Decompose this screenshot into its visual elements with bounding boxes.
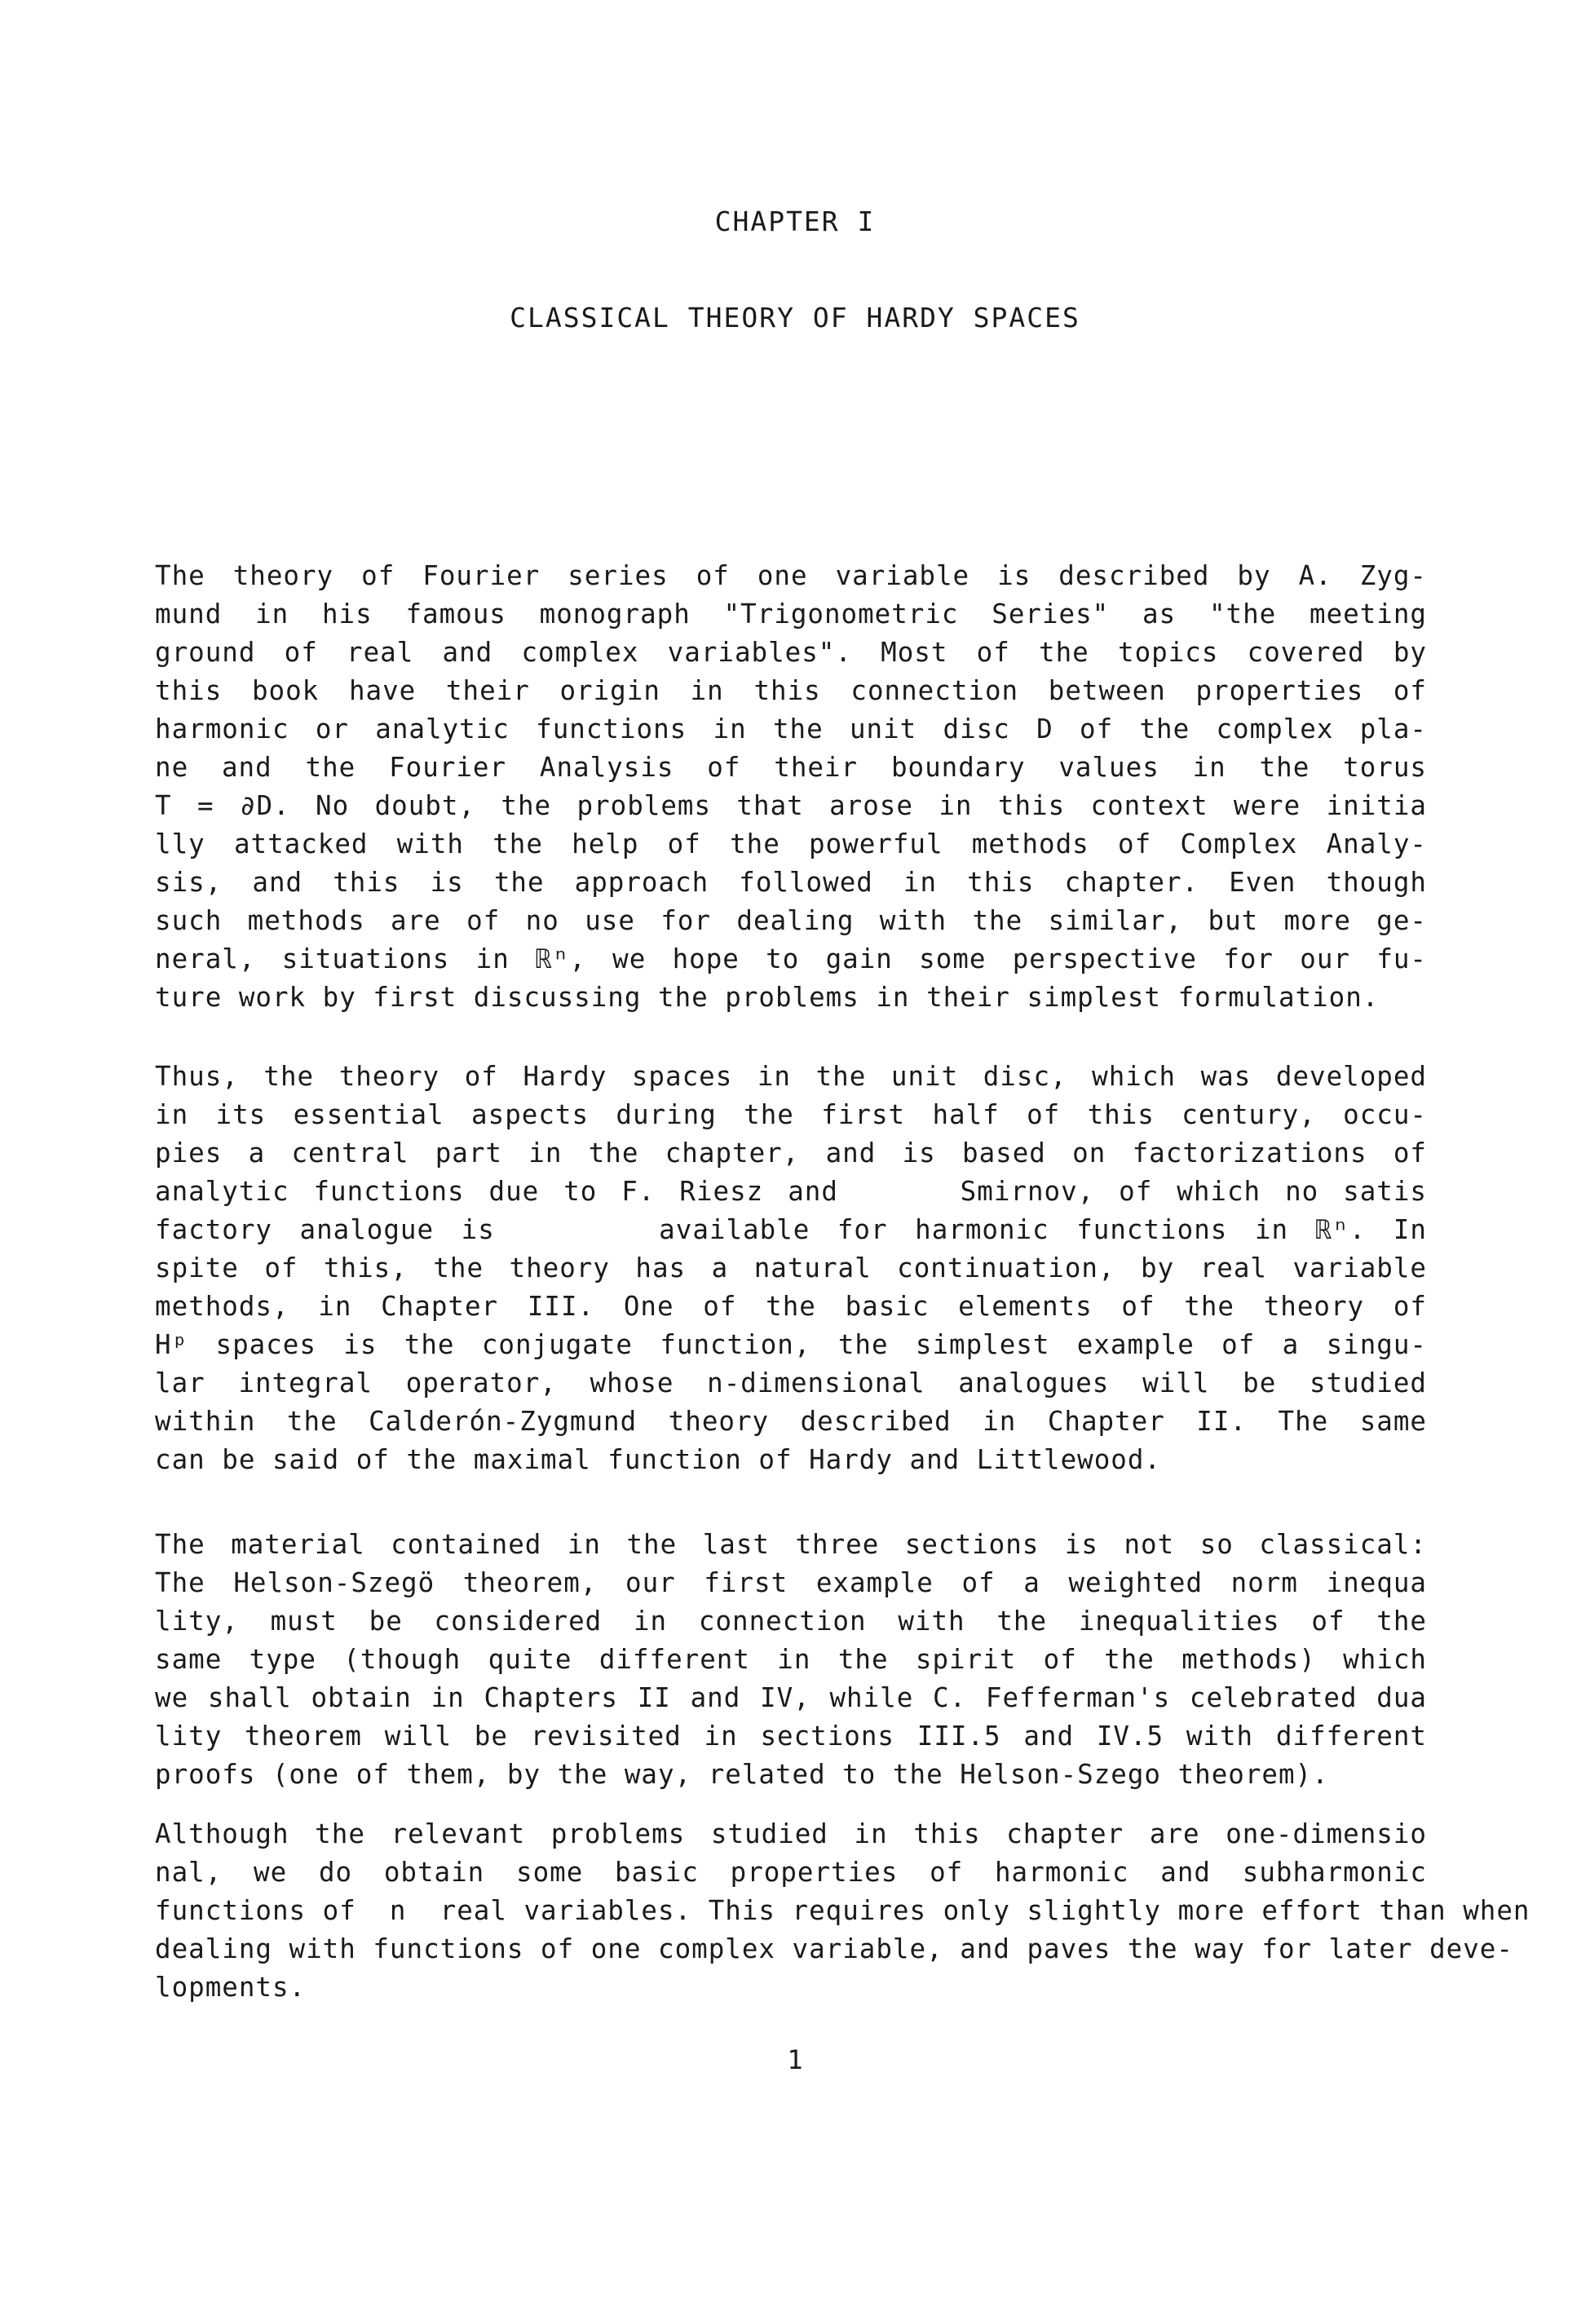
text-line: dealing with functions of one complex variable, and paves the way for later deve- [155, 1933, 1513, 1964]
paragraph-2 [155, 1058, 1427, 1479]
text-line: lity, must be considered in connection with the inequalities of the [155, 1606, 1427, 1637]
text-line: lly attacked with the help of the powerful methods of Complex Analy- [155, 828, 1427, 859]
text-line: functions of n real variables. This requires only slightly more effort than when [155, 1895, 1530, 1926]
paragraph-4 [155, 1815, 1530, 2007]
text-line: in its essential aspects during the first half of this century, occu- [155, 1099, 1427, 1130]
text-line: Although the relevant problems studied in this chapter are one-dimensio [155, 1818, 1427, 1849]
text-line: harmonic or analytic functions in the unit disc D of the complex pla- [155, 714, 1427, 744]
text-line: lity theorem will be revisited in sections III.5 and IV.5 with different [155, 1721, 1427, 1752]
text-line: factory analogue is available for harmonic functions in ℝⁿ. In [155, 1214, 1427, 1245]
page-number: 1 [787, 2044, 803, 2075]
text-line: methods, in Chapter III. One of the basic elements of the theory of [155, 1291, 1427, 1322]
text-line: spite of this, the theory has a natural continuation, by real variable [155, 1253, 1427, 1284]
text-line: lar integral operator, whose n-dimensional analogues will be studied [155, 1367, 1427, 1398]
text-line: analytic functions due to F. Riesz and Smirnov, of which no satis [155, 1176, 1427, 1207]
text-line: sis, and this is the approach followed in this chapter. Even though [155, 867, 1427, 898]
text-line: same type (though quite different in the spirit of the methods) which [155, 1644, 1427, 1675]
text-line: mund in his famous monograph "Trigonometric Series" as "the meeting [155, 599, 1427, 630]
text-line: proofs (one of them, by the way, related to the Helson-Szego theorem). [155, 1759, 1329, 1790]
text-line: we shall obtain in Chapters II and IV, while C. Fefferman's celebrated dua [155, 1682, 1427, 1713]
text-line: ture work by first discussing the problems in their simplest formulation. [155, 982, 1380, 1013]
text-line: neral, situations in ℝⁿ, we hope to gain some perspective for our fu- [155, 943, 1427, 974]
text-line: The theory of Fourier series of one variable is described by A. Zyg- [155, 560, 1427, 591]
text-line: Hᵖ spaces is the conjugate function, the simplest example of a singu- [155, 1329, 1427, 1360]
paragraph-1 [155, 557, 1427, 1017]
chapter-label: CHAPTER I [714, 205, 876, 237]
text-line: ground of real and complex variables". Most of the topics covered by [155, 637, 1427, 668]
text-line: ne and the Fourier Analysis of their boundary values in the torus [155, 752, 1427, 783]
text-line: T = ∂D. No doubt, the problems that arose in this context were initia [155, 790, 1427, 821]
text-line: can be said of the maximal function of Hardy and Littlewood. [155, 1444, 1161, 1475]
text-line: The Helson-Szegö theorem, our first example of a weighted norm inequa [155, 1567, 1427, 1598]
text-line: Thus, the theory of Hardy spaces in the unit disc, which was developed [155, 1061, 1427, 1092]
text-line: nal, we do obtain some basic properties of harmonic and subharmonic [155, 1857, 1427, 1888]
text-line: The material contained in the last three sections is not so classical: [155, 1529, 1427, 1560]
paragraph-3 [155, 1526, 1427, 1794]
text-line: such methods are of no use for dealing with the similar, but more ge- [155, 905, 1427, 936]
chapter-title: CLASSICAL THEORY OF HARDY SPACES [510, 302, 1080, 334]
text-line: pies a central part in the chapter, and is based on factorizations of [155, 1138, 1427, 1169]
text-line: this book have their origin in this connection between properties of [155, 675, 1427, 706]
text-line: lopments. [155, 1972, 307, 2003]
text-line: within the Calderón-Zygmund theory described in Chapter II. The same [155, 1406, 1427, 1437]
